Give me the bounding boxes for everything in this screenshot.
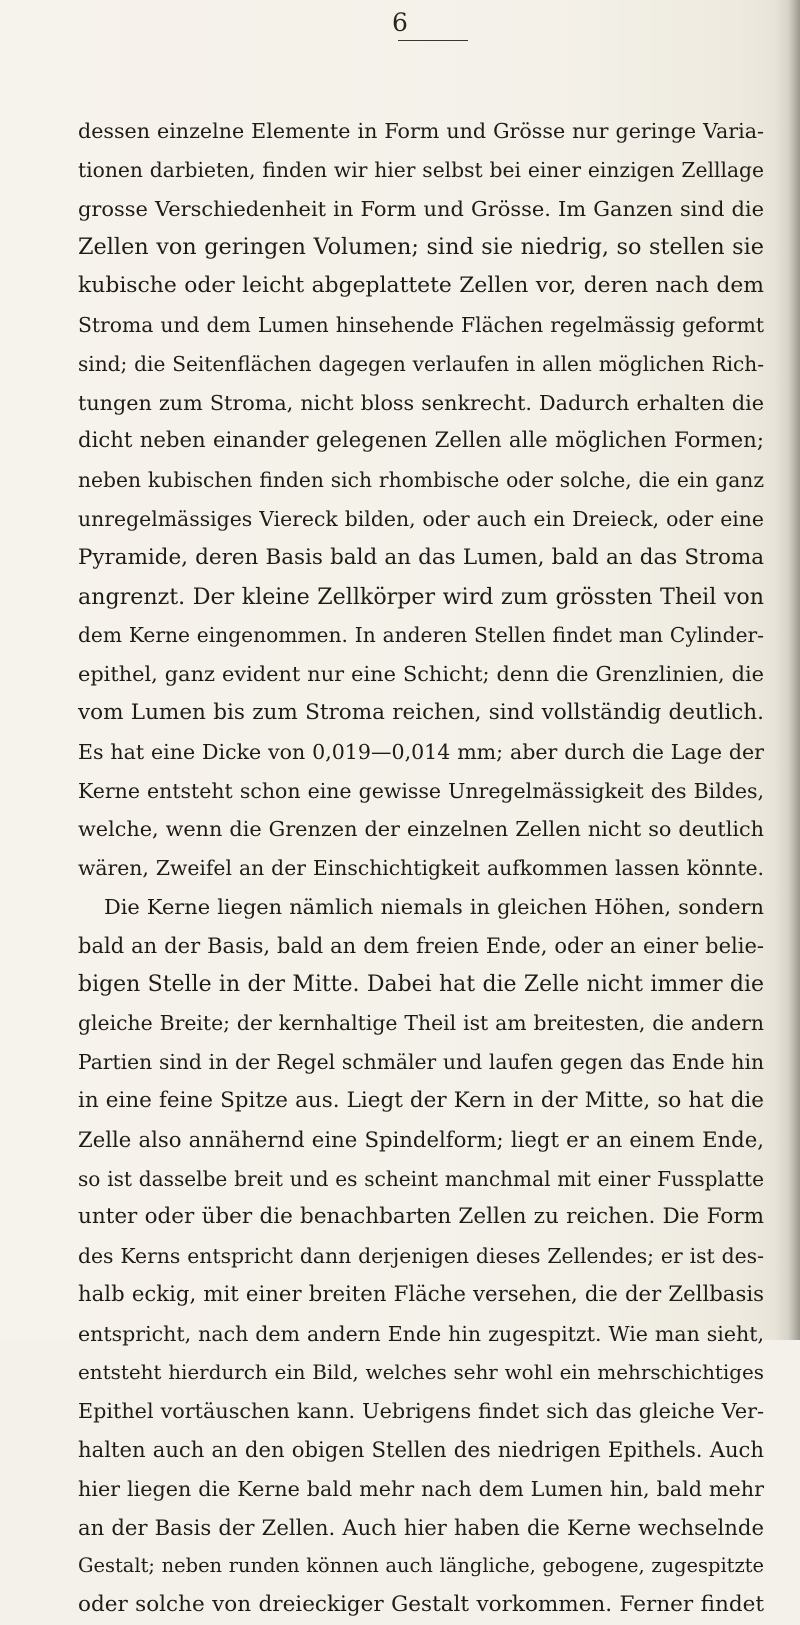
text-line: bald an der Basis, bald an dem freien Ende, oder an einer belie- xyxy=(78,932,764,958)
text-line: halten auch an den obigen Stellen des niedrigen Epithels. Auch xyxy=(78,1437,764,1463)
text-line: gleiche Breite; der kernhaltige Theil ist am breitesten, die andern xyxy=(78,1011,764,1036)
text-line: Kerne entsteht schon eine gewisse Unregelmässigkeit des Bildes, xyxy=(78,778,764,803)
page-number-rule xyxy=(398,40,468,41)
text-line: sind; die Seitenflächen dagegen verlaufen in allen möglichen Rich- xyxy=(78,351,764,376)
text-line: des Kerns entspricht dann derjenigen dieses Zellendes; er ist des- xyxy=(78,1244,764,1269)
text-line: Epithel vortäuschen kann. Uebrigens findet sich das gleiche Ver- xyxy=(78,1399,764,1424)
text-line: in eine feine Spitze aus. Liegt der Kern in der Mitte, so hat die xyxy=(78,1087,764,1113)
text-line: unregelmässiges Viereck bilden, oder auch ein Dreieck, oder eine xyxy=(78,506,764,531)
text-line: epithel, ganz evident nur eine Schicht; denn die Grenzlinien, die xyxy=(78,662,764,687)
text-line: kubische oder leicht abgeplattete Zellen vor, deren nach dem xyxy=(78,273,764,299)
paragraph-first-line: Die Kerne liegen nämlich niemals in gleichen Höhen, sondern xyxy=(104,894,764,919)
page-number: 6 xyxy=(392,8,408,37)
text-line: so ist dasselbe breit und es scheint manchmal mit einer Fussplatte xyxy=(78,1166,764,1191)
text-line: angrenzt. Der kleine Zellkörper wird zum grössten Theil von xyxy=(78,583,764,610)
body-text xyxy=(78,112,764,1625)
text-line: Stroma und dem Lumen hinsehende Flächen regelmässig geformt xyxy=(78,312,764,337)
text-line: bigen Stelle in der Mitte. Dabei hat die Zelle nicht immer die xyxy=(78,971,764,997)
text-line: welche, wenn die Grenzen der einzelnen Zellen nicht so deutlich xyxy=(78,817,764,842)
text-line: vom Lumen bis zum Stroma reichen, sind vollständig deutlich. xyxy=(78,699,764,725)
text-line: hier liegen die Kerne bald mehr nach dem Lumen hin, bald mehr xyxy=(78,1476,764,1501)
text-line: dessen einzelne Elemente in Form und Grösse nur geringe Varia- xyxy=(78,119,764,143)
text-line: dicht neben einander gelegenen Zellen alle möglichen Formen; xyxy=(78,428,764,454)
text-line: neben kubischen finden sich rhombische oder solche, die ein ganz xyxy=(78,468,764,493)
text-line: grosse Verschiedenheit in Form und Grösse. Im Ganzen sind die xyxy=(78,196,764,221)
text-line: wären, Zweifel an der Einschichtigkeit aufkommen lassen könnte. xyxy=(78,856,764,881)
text-line: tionen darbieten, finden wir hier selbst bei einer einzigen Zelllage xyxy=(78,157,764,182)
text-line: Zelle also annähernd eine Spindelform; liegt er an einem Ende, xyxy=(78,1126,764,1152)
text-line: dem Kerne eingenommen. In anderen Stellen findet man Cylinder- xyxy=(78,623,764,648)
page-edge-shadow xyxy=(774,0,800,1340)
text-line: oder solche von dreieckiger Gestalt vorkommen. Ferner findet xyxy=(78,1592,764,1618)
text-line: entsteht hierdurch ein Bild, welches sehr wohl ein mehrschichtiges xyxy=(78,1360,764,1384)
text-line: halb eckig, mit einer breiten Fläche versehen, die der Zellbasis xyxy=(78,1281,764,1307)
text-line: Gestalt; neben runden können auch längliche, gebogene, zugespitzte xyxy=(78,1554,764,1578)
text-line: Pyramide, deren Basis bald an das Lumen, bald an das Stroma xyxy=(78,544,764,570)
text-line: an der Basis der Zellen. Auch hier haben die Kerne wechselnde xyxy=(78,1514,764,1540)
text-line: Es hat eine Dicke von 0,019—0,014 mm; aber durch die Lage der xyxy=(78,739,764,764)
text-line: Partien sind in der Regel schmäler und laufen gegen das Ende hin xyxy=(78,1050,764,1075)
text-line: unter oder über die benachbarten Zellen zu reichen. Die Form xyxy=(78,1204,764,1230)
text-line: Zellen von geringen Volumen; sind sie niedrig, so stellen sie xyxy=(78,234,764,261)
text-line: entspricht, nach dem andern Ende hin zugespitzt. Wie man sieht, xyxy=(78,1321,764,1346)
text-line: tungen zum Stroma, nicht bloss senkrecht. Dadurch erhalten die xyxy=(78,390,764,415)
